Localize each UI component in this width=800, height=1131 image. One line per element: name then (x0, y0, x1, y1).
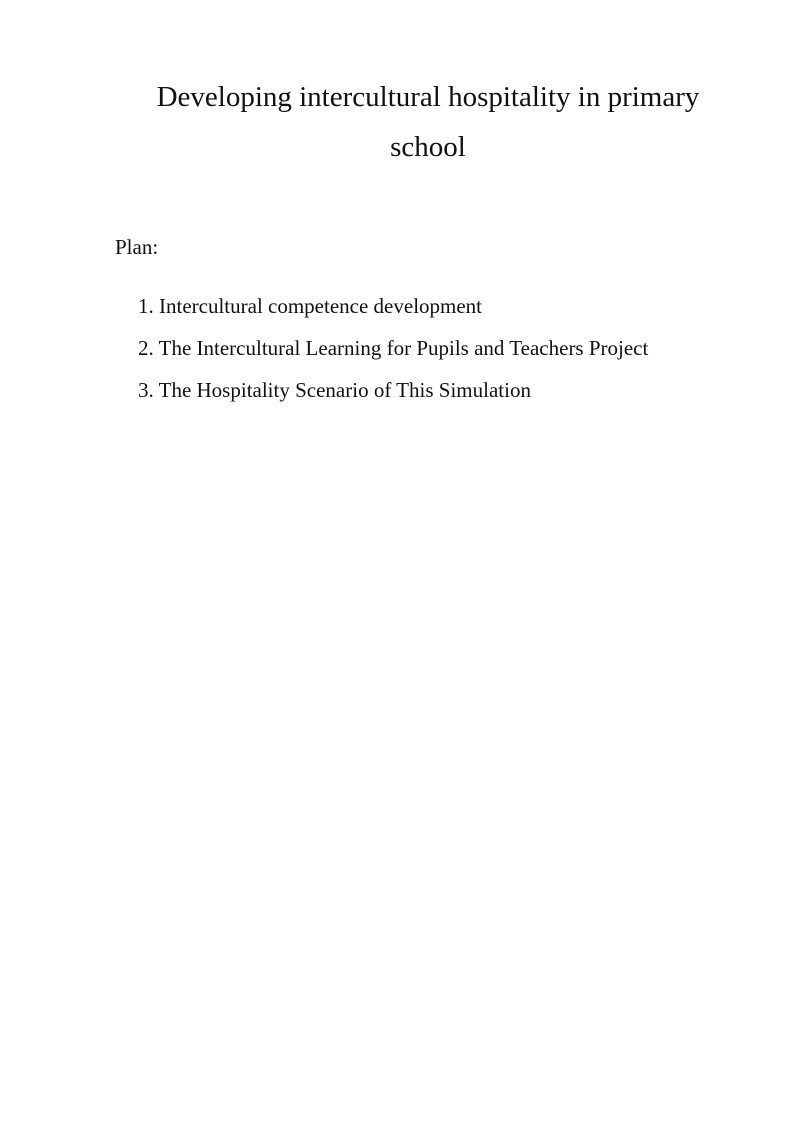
plan-label: Plan: (115, 235, 159, 259)
plan-item-3: 3. The Hospitality Scenario of This Simulation (138, 378, 531, 402)
document-title: Developing intercultural hospitality in primary school (156, 81, 700, 163)
plan-list (138, 285, 648, 411)
plan-item-1: 1. Intercultural competence development (138, 294, 483, 318)
plan-item-2: 2. The Intercultural Learning for Pupils and Teachers Project (138, 336, 649, 360)
